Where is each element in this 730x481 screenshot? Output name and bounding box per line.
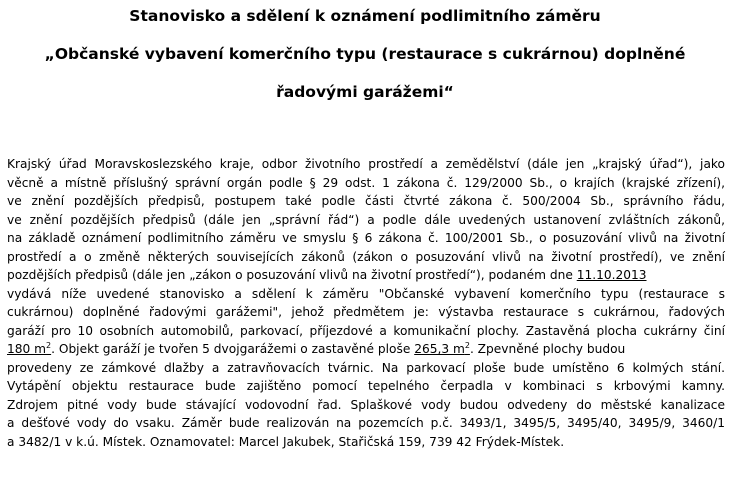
body-line: na základě oznámení podlimitního záměru ve smyslu § 6 zákona č. 100/2001 Sb., o posuzování vlivů na životní [7, 231, 725, 245]
submission-date: 11.10.2013 [576, 268, 647, 282]
body-line: ve znění pozdějších předpisů (dále jen „správní řád“) a podle dále uvedených ustanovení zvláštních zákonů, [7, 212, 725, 227]
body-line: věcně a místně příslušný správní orgán podle § 29 odst. 1 zákona č. 129/2000 Sb., o krajích (krajské zřízení), [7, 175, 725, 190]
body-line: a dešťové vody do vsaku. Záměr bude realizován na pozemcích p.č. 3493/1, 3495/5, 3495/40, 3495/9, 3460/1 [7, 416, 725, 430]
body-line: Krajský úřad Moravskoslezského kraje, odbor životního prostředí a zemědělství (dále jen „krajský úřad“), jako [7, 157, 725, 171]
garage-area [414, 342, 470, 356]
body-line [7, 340, 725, 359]
body-line: garáží pro 10 osobních automobilů, parkovací, příjezdové a komunikační plochy. Zastavěná plocha cukrárny činí [7, 323, 725, 338]
body-text: . Objekt garáží je tvořen 5 dvojgarážemi o zastavěné ploše [51, 342, 415, 356]
body-text: . Zpevněné plochy budou [469, 342, 626, 356]
body-line: vydává níže uvedené stanovisko a sdělení k záměru "Občanské vybavení komerčního typu (restaurace s [7, 286, 725, 301]
cafe-area [7, 342, 51, 356]
body-line: prostředí a o změně některých souvisejících zákonů (zákon o posuzování vlivů na životní prostředí), ve znění [7, 249, 725, 264]
document-title-line-3: řadovými garážemi“ [276, 83, 454, 101]
garage-area-value: 265,3 m [414, 342, 465, 356]
document-title-line-1: Stanovisko a sdělení k oznámení podlimitního záměru [129, 7, 601, 25]
cafe-area-value: 180 m [7, 342, 47, 356]
body-line: Zdrojem pitné vody bude stávající vodovodní řad. Splaškové vody budou odvedeny do městské kanalizace [7, 397, 725, 412]
body-line: a 3482/1 v k.ú. Místek. Oznamovatel: Marcel Jakubek, Stařičská 159, 739 42 Frýdek-Místek. [7, 434, 565, 449]
body-line: cukrárnou) doplněné řadovými garážemi", jehož předmětem je: výstavba restaurace s cukrárnou, řadových [7, 305, 725, 319]
superscript: 2 [46, 340, 52, 350]
body-line: Vytápění objektu restaurace bude zajištěno pomocí tepelného čerpadla v kombinaci s krbovými kamny. [7, 379, 725, 393]
superscript: 2 [464, 340, 470, 350]
document-title-line-2: „Občanské vybavení komerčního typu (restaurace s cukrárnou) doplněné [44, 45, 686, 63]
body-line [7, 266, 725, 285]
body-line: ve znění pozdějších předpisů, postupem také podle části čtvrté zákona č. 500/2004 Sb., správního řádu, [7, 194, 725, 208]
body-line: provedeny ze zámkové dlažby a zatravňovacích tvárnic. Na parkovací ploše bude umístěno 6 kolmých stání. [7, 360, 725, 375]
body-text: pozdějších předpisů (dále jen „zákon o posuzování vlivů na životní prostředí“), podaném dne [7, 268, 577, 282]
document-body [7, 155, 725, 451]
